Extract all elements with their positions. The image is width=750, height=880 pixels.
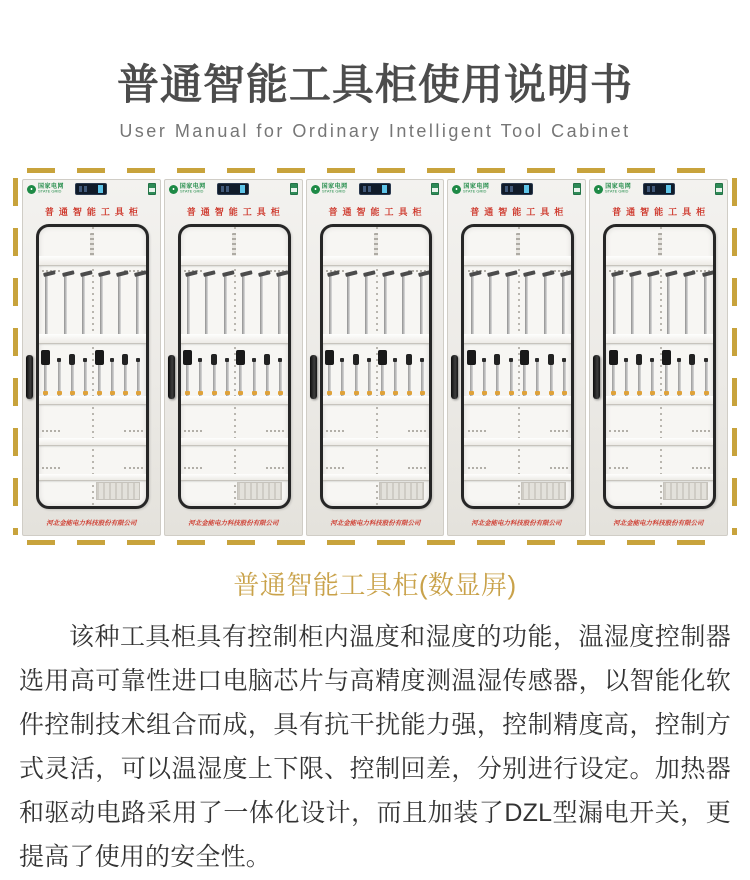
grid-badge-icon [715, 183, 723, 195]
peg-holes [468, 430, 486, 432]
brand-name-en: STATE GRID [179, 189, 204, 194]
grid-badge-icon [290, 183, 298, 195]
state-grid-logo [27, 184, 67, 195]
cabinet-panel-title: 普通智能工具柜 [186, 207, 285, 217]
rod-hook [523, 271, 536, 278]
brand-name: 国家电网 [179, 184, 206, 190]
lcd-segment [510, 186, 513, 192]
peg-holes [42, 467, 60, 469]
rod-hook [702, 271, 715, 278]
brand-name-en: STATE GRID [321, 189, 346, 194]
insulated-rod [613, 274, 616, 334]
rod-hook [505, 271, 518, 278]
door-handle [168, 355, 175, 399]
rod-hook [98, 271, 111, 278]
hand-tool [496, 354, 499, 396]
rod-hook [345, 271, 358, 278]
rod-hook [647, 271, 660, 278]
insulated-rod-row [471, 274, 565, 334]
cabinet-panel-title: 普通智能工具柜 [612, 207, 711, 217]
rod-hook [363, 271, 376, 278]
insulated-rod [187, 274, 190, 334]
hand-tool [678, 358, 681, 396]
hand-tool [612, 350, 615, 396]
insulated-rod [347, 274, 350, 334]
hand-tool [44, 350, 47, 396]
peg-holes [326, 430, 344, 432]
temperature-humidity-display [359, 183, 391, 195]
peg-holes [326, 467, 344, 469]
rod-hook [43, 271, 56, 278]
hand-tool [510, 358, 513, 396]
shelf [606, 438, 713, 446]
hand-tool [84, 358, 87, 396]
insulated-rod-row [613, 274, 707, 334]
peg-holes [609, 467, 627, 469]
brand-text [180, 184, 209, 195]
rod-hook [542, 271, 555, 278]
peg-holes [550, 430, 568, 432]
state-grid-emblem-icon [452, 185, 461, 194]
insulated-rod-row [45, 274, 139, 334]
company-label: 河北金能电力科技股份有限公司 [46, 520, 137, 527]
state-grid-logo [452, 184, 492, 195]
state-grid-logo [169, 184, 209, 195]
rod-hook [469, 271, 482, 278]
cabinet-door [448, 222, 585, 517]
insulated-rod [704, 274, 707, 334]
shelf [464, 256, 571, 265]
tool-cabinet [22, 179, 161, 536]
hand-tool [98, 350, 101, 396]
rod-hook [665, 271, 678, 278]
hand-tool [470, 350, 473, 396]
hand-tool [253, 358, 256, 396]
rod-hook [382, 271, 395, 278]
peg-holes [609, 430, 627, 432]
peg-holes [266, 467, 284, 469]
state-grid-logo [311, 184, 351, 195]
lcd-segment [666, 185, 671, 193]
shelf [181, 256, 288, 265]
hand-tool [691, 354, 694, 396]
hand-tool-row [470, 348, 566, 395]
shelf [464, 334, 571, 343]
insulated-rod [45, 274, 48, 334]
hand-tool [625, 358, 628, 396]
shelf [323, 256, 430, 265]
dashed-border-left [13, 178, 18, 535]
hand-tool [381, 350, 384, 396]
state-grid-emblem-icon [27, 185, 36, 194]
peg-holes [42, 430, 60, 432]
shelf [323, 438, 430, 446]
rod-hook [62, 271, 75, 278]
glass-window [178, 224, 291, 509]
brand-name: 国家电网 [321, 184, 348, 190]
shelf [323, 334, 430, 343]
peg-holes [468, 467, 486, 469]
lcd-segment [382, 185, 387, 193]
lcd-segment [84, 186, 87, 192]
photo-caption: 普通智能工具柜(数显屏) [233, 570, 517, 600]
grid-badge-icon [573, 183, 581, 195]
shelf [39, 438, 146, 446]
cabinet-header [448, 180, 585, 205]
hand-tool [213, 354, 216, 396]
hand-tool-row [186, 348, 282, 395]
tool-cabinet [306, 179, 445, 536]
hand-tool [563, 358, 566, 396]
rod-hook [400, 271, 413, 278]
rod-hook [683, 271, 696, 278]
peg-holes [408, 467, 426, 469]
rod-hook [276, 271, 289, 278]
lcd-segment [647, 186, 650, 192]
insulated-rod [544, 274, 547, 334]
door-handle [593, 355, 600, 399]
shelf [464, 474, 571, 482]
shelf [323, 474, 430, 482]
hand-tool [58, 358, 61, 396]
brand-text [322, 184, 351, 195]
peg-holes [124, 430, 142, 432]
cabinet-door [307, 222, 444, 517]
dashed-border-bottom [27, 540, 723, 545]
hand-tool-row [44, 348, 140, 395]
hand-tool [328, 350, 331, 396]
hand-tool [266, 354, 269, 396]
shelf [606, 256, 713, 265]
grid-badge-icon [148, 183, 156, 195]
rod-hook [134, 271, 147, 278]
hand-tool [355, 354, 358, 396]
cabinet-row [22, 179, 728, 536]
description-paragraph: 该种工具柜具有控制柜内温度和湿度的功能，温湿度控制器选用高可靠性进口电脑芯片与高精度测温湿传感器，以智能化软件控制技术组合而成，具有抗干扰能力强，控制精度高，控制方式灵活，可以温湿度上下限、控制回差，分别进行设定。加热器和驱动电路采用了一体化设计，而且加装了DZL型漏电开关，更提高了使用的安全性。 [19, 623, 731, 871]
temperature-humidity-display [501, 183, 533, 195]
cabinet-header [307, 180, 444, 205]
insulated-rod [402, 274, 405, 334]
glass-window [36, 224, 149, 509]
shelf [181, 396, 288, 405]
shelf [606, 334, 713, 343]
hand-tool [186, 350, 189, 396]
insulated-rod [329, 274, 332, 334]
heater-unit [379, 482, 424, 500]
glass-window [461, 224, 574, 509]
hand-tool [124, 354, 127, 396]
insulated-rod [82, 274, 85, 334]
heater-unit [96, 482, 141, 500]
brand-name: 国家电网 [463, 184, 490, 190]
page-subtitle: User Manual for Ordinary Intelligent Tool Cabinet [119, 121, 631, 141]
hand-tool-row [328, 348, 424, 395]
hand-tool [550, 354, 553, 396]
hand-tool [421, 358, 424, 396]
lcd-segment [524, 185, 529, 193]
temperature-humidity-display [75, 183, 107, 195]
insulated-rod [242, 274, 245, 334]
rod-hook [80, 271, 93, 278]
hand-tool [137, 358, 140, 396]
insulated-rod [685, 274, 688, 334]
insulated-rod [205, 274, 208, 334]
temperature-humidity-display [217, 183, 249, 195]
hand-tool [638, 354, 641, 396]
hand-tool [239, 350, 242, 396]
insulated-rod-row [329, 274, 423, 334]
rod-hook [611, 271, 624, 278]
rod-hook [258, 271, 271, 278]
insulated-rod [420, 274, 423, 334]
rod-hook [418, 271, 431, 278]
lcd-segment [363, 186, 366, 192]
insulated-rod [278, 274, 281, 334]
temperature-humidity-display [643, 183, 675, 195]
brand-name-en: STATE GRID [38, 189, 62, 194]
brand-name: 国家电网 [38, 184, 65, 190]
cabinet-header [590, 180, 727, 205]
product-photo [13, 168, 737, 545]
heater-unit [663, 482, 708, 500]
lcd-segment [240, 185, 245, 193]
shelf [606, 396, 713, 405]
insulated-rod [100, 274, 103, 334]
rod-hook [240, 271, 253, 278]
company-label: 河北金能电力科技股份有限公司 [613, 520, 704, 527]
lcd-segment [79, 186, 82, 192]
grid-badge-icon [431, 183, 439, 195]
peg-holes [550, 467, 568, 469]
rod-hook [487, 271, 500, 278]
hand-tool [226, 358, 229, 396]
lcd-segment [652, 186, 655, 192]
rod-hook [203, 271, 216, 278]
insulated-rod [471, 274, 474, 334]
cabinet-header [23, 180, 160, 205]
lcd-segment [226, 186, 229, 192]
peg-holes [184, 467, 202, 469]
tool-cabinet [589, 179, 728, 536]
insulated-rod [136, 274, 139, 334]
insulated-rod [260, 274, 263, 334]
lcd-segment [505, 186, 508, 192]
brand-name-en: STATE GRID [605, 189, 629, 194]
rod-hook [185, 271, 198, 278]
rod-hook [327, 271, 340, 278]
glass-window [603, 224, 716, 509]
tool-cabinet [447, 179, 586, 536]
heater-unit [237, 482, 282, 500]
lcd-segment [98, 185, 103, 193]
page-title: 普通智能工具柜使用说明书 [116, 61, 633, 108]
peg-holes [692, 467, 710, 469]
insulated-rod [649, 274, 652, 334]
hand-tool [536, 358, 539, 396]
insulated-rod [365, 274, 368, 334]
company-label: 河北金能电力科技股份有限公司 [471, 520, 562, 527]
hand-tool [368, 358, 371, 396]
shelf [39, 396, 146, 405]
hand-tool [199, 358, 202, 396]
glass-window [320, 224, 433, 509]
state-grid-emblem-icon [169, 185, 178, 194]
heater-unit [521, 482, 566, 500]
insulated-rod [562, 274, 565, 334]
door-handle [451, 355, 458, 399]
door-handle [26, 355, 33, 399]
dashed-border-top [27, 168, 723, 173]
hand-tool [665, 350, 668, 396]
peg-holes [266, 430, 284, 432]
brand-name: 国家电网 [605, 184, 632, 190]
door-handle [310, 355, 317, 399]
cabinet-door [165, 222, 302, 517]
hand-tool [523, 350, 526, 396]
dashed-border-right [732, 178, 737, 535]
lcd-segment [368, 186, 371, 192]
insulated-rod [631, 274, 634, 334]
brand-name-en: STATE GRID [463, 189, 487, 194]
shelf [181, 438, 288, 446]
insulated-rod [64, 274, 67, 334]
insulated-rod [489, 274, 492, 334]
hand-tool [111, 358, 114, 396]
shelf [464, 438, 571, 446]
brand-text [38, 184, 67, 195]
state-grid-emblem-icon [594, 185, 603, 194]
cabinet-panel-title: 普通智能工具柜 [470, 207, 569, 217]
cabinet-panel-title: 普通智能工具柜 [44, 207, 143, 217]
peg-holes [124, 467, 142, 469]
hand-tool [341, 358, 344, 396]
insulated-rod [118, 274, 121, 334]
shelf [181, 474, 288, 482]
shelf [181, 334, 288, 343]
rod-hook [560, 271, 573, 278]
cabinet-panel-title: 普通智能工具柜 [328, 207, 427, 217]
brand-text [605, 184, 634, 195]
rod-hook [116, 271, 129, 278]
insulated-rod [507, 274, 510, 334]
tool-cabinet [164, 179, 303, 536]
hand-tool [71, 354, 74, 396]
peg-holes [692, 430, 710, 432]
company-label: 河北金能电力科技股份有限公司 [188, 520, 279, 527]
cabinet-door [590, 222, 727, 517]
cabinet-header [165, 180, 302, 205]
hand-tool-row [612, 348, 708, 395]
insulated-rod-row [187, 274, 281, 334]
rod-hook [629, 271, 642, 278]
rod-hook [222, 271, 235, 278]
insulated-rod [667, 274, 670, 334]
hand-tool [279, 358, 282, 396]
shelf [39, 334, 146, 343]
peg-holes [408, 430, 426, 432]
shelf [606, 474, 713, 482]
hand-tool [705, 358, 708, 396]
brand-text [463, 184, 492, 195]
company-label: 河北金能电力科技股份有限公司 [329, 520, 421, 527]
insulated-rod [525, 274, 528, 334]
shelf [39, 474, 146, 482]
state-grid-emblem-icon [311, 185, 320, 194]
shelf [323, 396, 430, 405]
insulated-rod [384, 274, 387, 334]
state-grid-logo [594, 184, 634, 195]
hand-tool [408, 354, 411, 396]
hand-tool [483, 358, 486, 396]
insulated-rod [224, 274, 227, 334]
hand-tool [651, 358, 654, 396]
peg-holes [184, 430, 202, 432]
shelf [39, 256, 146, 265]
shelf [464, 396, 571, 405]
hand-tool [394, 358, 397, 396]
cabinet-door [23, 222, 160, 517]
lcd-segment [221, 186, 224, 192]
